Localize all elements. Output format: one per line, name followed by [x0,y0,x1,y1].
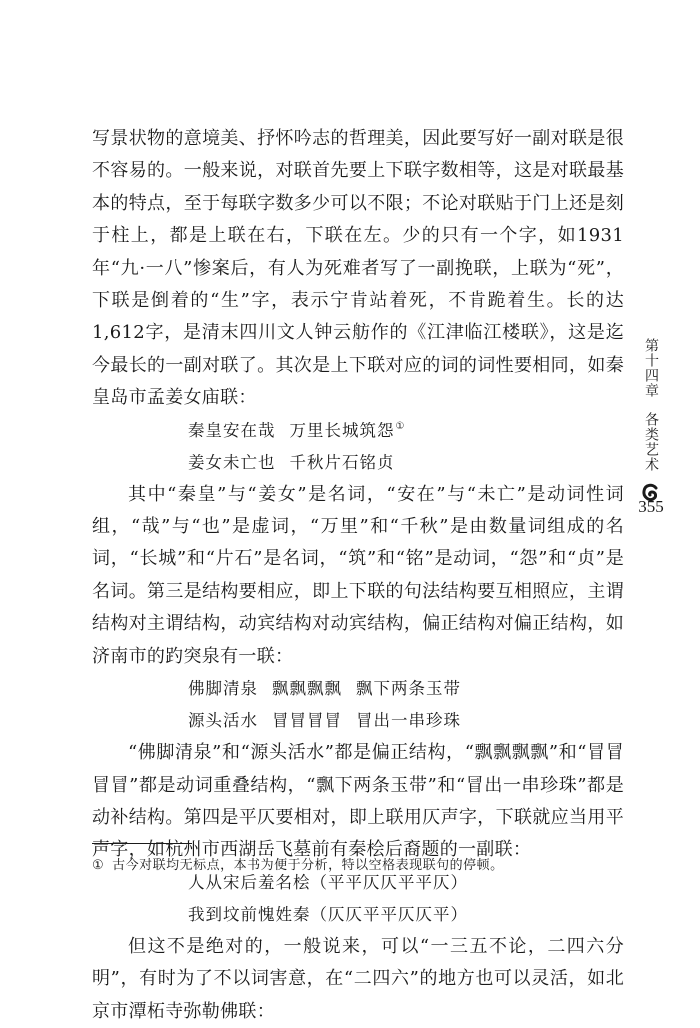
couplet-segment: 冒出一串珍珠 [356,711,461,731]
running-header [640,338,662,508]
page-number: 355 [638,497,664,516]
footnote-text: 古今对联均无标点，本书为便于分析，特以空格表现联句的停顿。 [112,858,504,873]
chapter-label: 第十四章 [643,338,659,398]
footnote [92,857,624,875]
couplet-mengjiangnv-line-1 [92,415,624,447]
couplet-segment: 姜女未亡也 [188,452,276,472]
couplet-mengjiangnv-line-2 [92,447,624,479]
section-label: 各类艺术 [643,412,659,472]
couplet-segment: 源头活水 [188,711,258,731]
footnote-reference[interactable]: ① [395,421,406,433]
couplet-segment: 飘飘飘飘 [272,679,342,699]
paragraph-4: 但这不是绝对的，一般说来，可以“一三五不论，二四六分明”，有时为了不以词害意，在“二四六”的地方也可以灵活，如北京市潭柘寺弥勒佛联： [92,935,624,1022]
couplet-yuefei-line-2: 我到坟前愧姓秦（仄仄平平仄仄平） [188,904,468,924]
paragraph-1: 写景状物的意境美、抒怀吟志的哲理美，因此要写好一副对联是很不容易的。一般来说，对联首先要上下联字数相等，这是对联最基本的特点，至于每联字数多少可以不限；不论对联贴于门上还是刻于柱上，都是上联在右，下联在左。少的只有一个字，如1931年“九·一八”惨案后，有人为死难者写了一副挽联，上联为“死”，下联是倒着的“生”字，表示宁肯站着死，不肯跪着生。长的达1,612字，是清末四川文人钟云舫作的《江津临江楼联》，这是迄今最长的一副对联了。其次是上下联对应的词的词性要相同，如秦皇岛市孟姜女庙联： [92,128,624,409]
couplet-baotu-line-1 [92,673,624,705]
couplet-segment: 万里长城筑怨 [289,420,395,440]
couplet-segment: 千秋片石铭贞 [289,452,395,472]
footnote-divider [92,843,192,844]
footnote-mark: ① [92,858,105,873]
couplet-baotu-line-2 [92,705,624,737]
paragraph-2: 其中“秦皇”与“姜女”是名词，“安在”与“未亡”是动词性词组，“哉”与“也”是虚词，“万里”和“千秋”是由数量词组成的名词，“长城”和“片石”是名词，“筑”和“铭”是动词，“怨”和“贞”是名词。第三是结构要相应，即上下联的句法结构要互相照应，主谓结构对主谓结构，动宾结构对动宾结构，偏正结构对偏正结构，如济南市的趵突泉有一联： [92,483,624,667]
couplet-segment: 秦皇安在哉 [188,420,276,440]
couplet-segment: 冒冒冒冒 [272,711,342,731]
couplet-segment: 佛脚清泉 [188,679,258,699]
page-body [92,123,624,1028]
couplet-yuefei-line-1: 人从宋后羞名桧（平平仄仄平平仄） [188,872,468,892]
couplet-segment: 飘下两条玉带 [356,679,461,699]
paragraph-3: “佛脚清泉”和“源头活水”都是偏正结构，“飘飘飘飘”和“冒冒冒冒”都是动词重叠结构，“飘下两条玉带”和“冒出一串珍珠”都是动补结构。第四是平仄要相对，即上联用仄声字，下联就应当用平声字，如杭州市西湖岳飞墓前有秦桧后裔题的一副联： [92,742,624,861]
